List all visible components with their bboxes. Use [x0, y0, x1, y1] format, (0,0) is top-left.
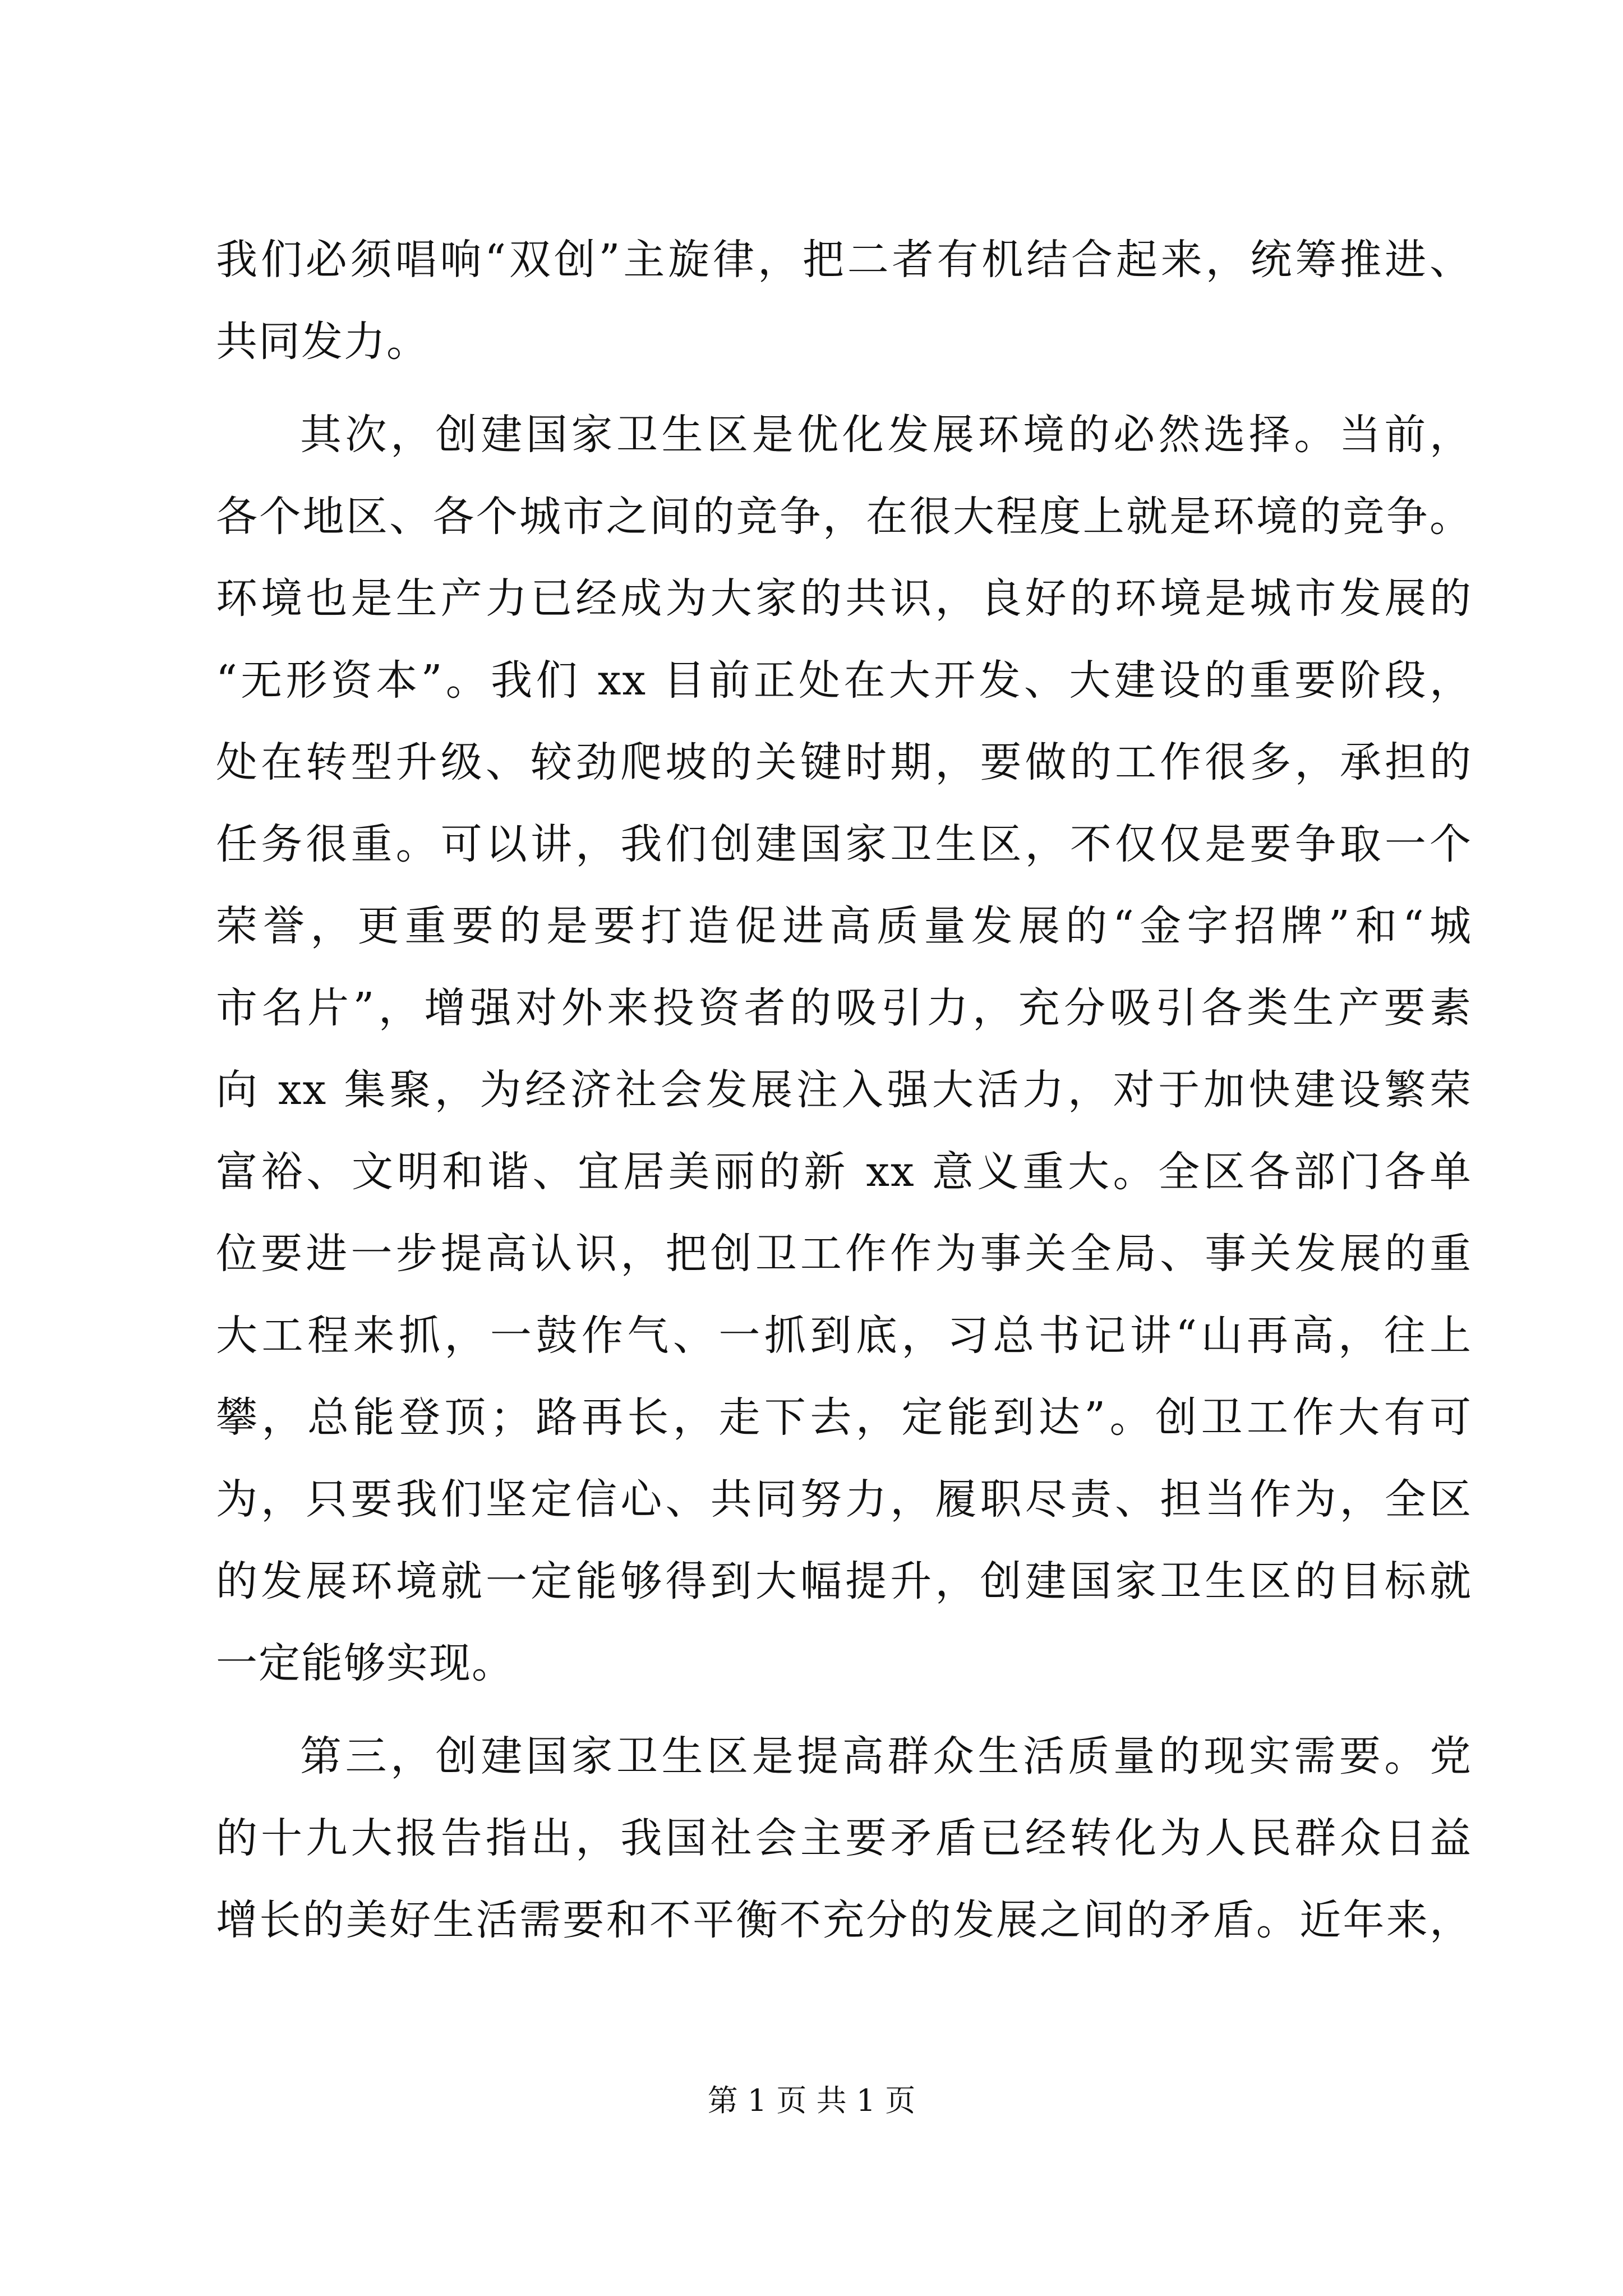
paragraph — [216, 1715, 1472, 1961]
text-line: 一定能够实现。 — [216, 1639, 514, 1687]
document-body — [216, 219, 1472, 1961]
text-line: “无形资本”。我们 xx 目前正处在大开发、大建设的重要阶段， — [216, 656, 1472, 705]
text-line: 攀，总能登顶；路再长，走下去，定能到达”。创卫工作大有可 — [216, 1393, 1472, 1442]
text-line: 增长的美好生活需要和不平衡不充分的发展之间的矛盾。近年来， — [216, 1896, 1472, 1944]
text-line: 向 xx 集聚，为经济社会发展注入强大活力，对于加快建设繁荣 — [216, 1066, 1472, 1114]
text-line: 环境也是生产力已经成为大家的共识，良好的环境是城市发展的 — [216, 574, 1472, 623]
text-line: 大工程来抓，一鼓作气、一抓到底，习总书记讲“山再高，往上 — [216, 1312, 1472, 1360]
text-line: 的发展环境就一定能够得到大幅提升，创建国家卫生区的目标就 — [216, 1557, 1472, 1605]
paragraph — [216, 394, 1472, 1704]
text-line: 富裕、文明和谐、宜居美丽的新 xx 意义重大。全区各部门各单 — [216, 1148, 1472, 1196]
text-line: 各个地区、各个城市之间的竞争，在很大程度上就是环境的竞争。 — [216, 493, 1472, 541]
text-line: 的十九大报告指出，我国社会主要矛盾已经转化为人民群众日益 — [216, 1814, 1472, 1862]
text-line: 为，只要我们坚定信心、共同努力，履职尽责、担当作为，全区 — [216, 1475, 1472, 1524]
text-line: 荣誉，更重要的是要打造促进高质量发展的“金字招牌”和“城 — [216, 902, 1472, 950]
text-line: 共同发力。 — [216, 318, 429, 366]
text-line: 我们必须唱响“双创”主旋律，把二者有机结合起来，统筹推进、 — [216, 236, 1472, 284]
text-line: 任务很重。可以讲，我们创建国家卫生区，不仅仅是要争取一个 — [216, 820, 1472, 868]
text-line: 市名片”，增强对外来投资者的吸引力，充分吸引各类生产要素 — [216, 984, 1472, 1032]
page-number-footer: 第 1 页 共 1 页 — [707, 2083, 916, 2118]
text-line: 第三，创建国家卫生区是提高群众生活质量的现实需要。党 — [300, 1732, 1472, 1780]
text-line: 位要进一步提高认识，把创卫工作作为事关全局、事关发展的重 — [216, 1230, 1472, 1278]
text-line: 其次，创建国家卫生区是优化发展环境的必然选择。当前， — [300, 411, 1472, 459]
text-line: 处在转型升级、较劲爬坡的关键时期，要做的工作很多，承担的 — [216, 738, 1472, 786]
paragraph — [216, 219, 1472, 383]
